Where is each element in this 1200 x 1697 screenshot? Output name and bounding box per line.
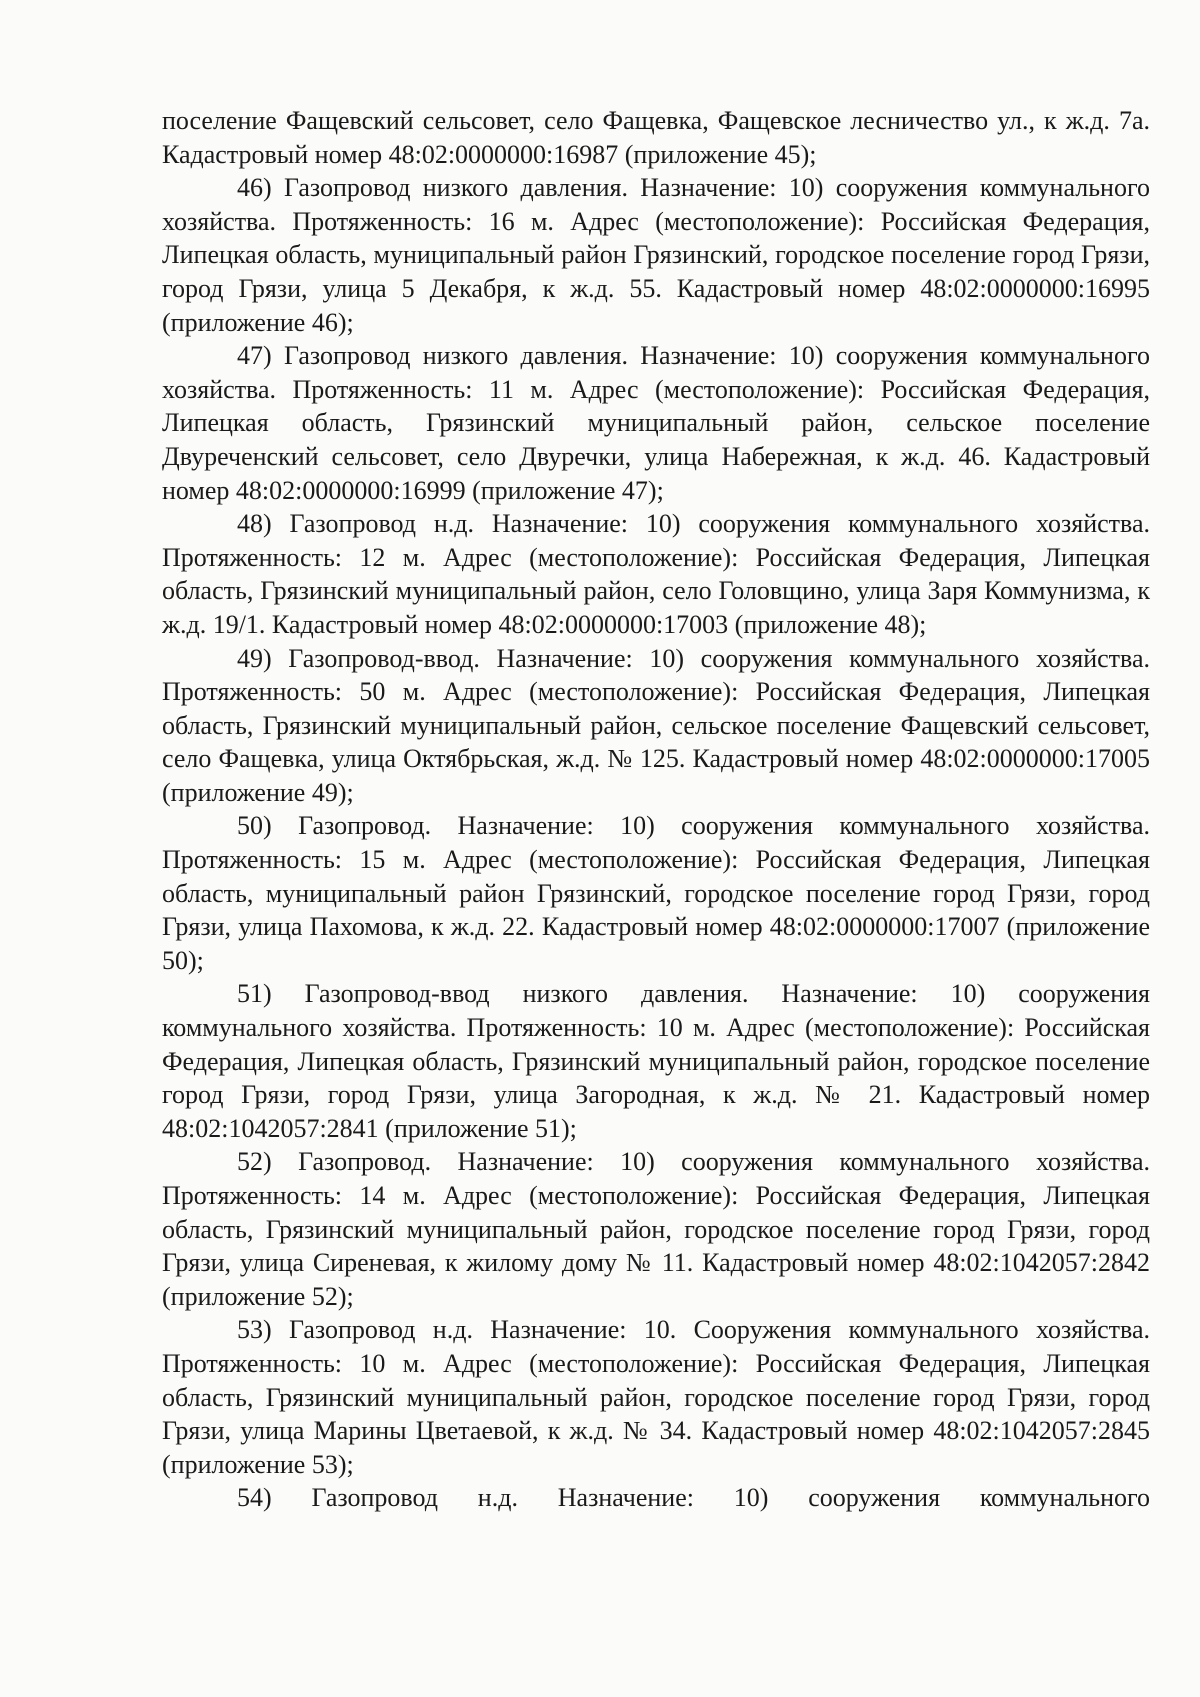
paragraph-item-51: 51) Газопровод-ввод низкого давления. Назначение: 10) сооружения коммунального хозяйства. Протяженность: 10 м. Адрес (местоположение): Российская Федерация, Липецкая область, Грязинский муниципальный район, городское поселение город Грязи, город Грязи, улица Загородная, к ж.д. № 21. Кадастровый номер 48:02:1042057:2841 (приложение 51); [162,979,1150,1143]
paragraph-item-52: 52) Газопровод. Назначение: 10) сооружения коммунального хозяйства. Протяженность: 14 м. Адрес (местоположение): Российская Федерация, Липецкая область, Грязинский муниципальный район, городское поселение город Грязи, город Грязи, улица Сиреневая, к жилому дому № 11. Кадастровый номер 48:02:1042057:2842 (приложение 52); [162,1147,1150,1311]
paragraph-item-47: 47) Газопровод низкого давления. Назначение: 10) сооружения коммунального хозяйства. Протяженность: 11 м. Адрес (местоположение): Российская Федерация, Липецкая область, Грязинский муниципальный район, сельское поселение Двуреченский сельсовет, село Двуречки, улица Набережная, к ж.д. 46. Кадастровый номер 48:02:0000000:16999 (приложение 47); [162,341,1150,505]
paragraph-item-49: 49) Газопровод-ввод. Назначение: 10) сооружения коммунального хозяйства. Протяженность: 50 м. Адрес (местоположение): Российская Федерация, Липецкая область, Грязинский муниципальный район, сельское поселение Фащевский сельсовет, село Фащевка, улица Октябрьская, ж.д. № 125. Кадастровый номер 48:02:0000000:17005 (приложение 49); [162,643,1150,807]
paragraph-item-54: 54) Газопровод н.д. Назначение: 10) сооружения коммунального [237,1483,1150,1513]
paragraph-continued: поселение Фащевский сельсовет, село Фащевка, Фащевское лесничество ул., к ж.д. 7а. Кадастровый номер 48:02:0000000:16987 (приложение 45); [162,106,1150,169]
paragraph-item-46: 46) Газопровод низкого давления. Назначение: 10) сооружения коммунального хозяйства. Протяженность: 16 м. Адрес (местоположение): Российская Федерация, Липецкая область, муниципальный район Грязинский, городское поселение город Грязи, город Грязи, улица 5 Декабря, к ж.д. 55. Кадастровый номер 48:02:0000000:16995 (приложение 46); [162,173,1150,337]
paragraph-item-48: 48) Газопровод н.д. Назначение: 10) сооружения коммунального хозяйства. Протяженность: 12 м. Адрес (местоположение): Российская Федерация, Липецкая область, Грязинский муниципальный район, село Головщино, улица Заря Коммунизма, к ж.д. 19/1. Кадастровый номер 48:02:0000000:17003 (приложение 48); [162,509,1150,639]
paragraph-item-53: 53) Газопровод н.д. Назначение: 10. Сооружения коммунального хозяйства. Протяженность: 10 м. Адрес (местоположение): Российская Федерация, Липецкая область, Грязинский муниципальный район, городское поселение город Грязи, город Грязи, улица Марины Цветаевой, к ж.д. № 34. Кадастровый номер 48:02:1042057:2845 (приложение 53); [162,1315,1150,1479]
document-page [162,104,1150,1515]
paragraph-item-50: 50) Газопровод. Назначение: 10) сооружения коммунального хозяйства. Протяженность: 15 м. Адрес (местоположение): Российская Федерация, Липецкая область, муниципальный район Грязинский, городское поселение город Грязи, город Грязи, улица Пахомова, к ж.д. 22. Кадастровый номер 48:02:0000000:17007 (приложение 50); [162,811,1150,975]
